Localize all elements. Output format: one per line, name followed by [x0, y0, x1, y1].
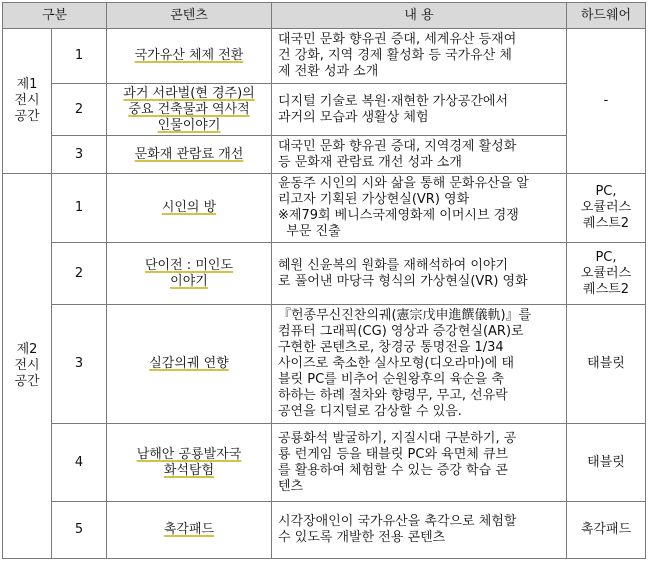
table-row — [3, 424, 646, 502]
header-contents: 콘텐츠 — [107, 3, 272, 29]
header-hardware: 하드웨어 — [567, 3, 646, 29]
content-title: 국가유산 체제 전환 — [107, 29, 272, 84]
header-category: 구분 — [3, 3, 107, 29]
hardware-cell: - — [567, 29, 646, 174]
row-number: 4 — [52, 424, 107, 502]
content-description: 대국민 문화 향유권 증대, 지역경제 활성화 등 문화재 관람료 개선 성과 소개 — [272, 136, 567, 174]
header-description: 내 용 — [272, 3, 567, 29]
table-row — [3, 305, 646, 424]
content-title: 남해안 공룡발자국 화석탐험 — [107, 424, 272, 502]
table-row — [3, 29, 646, 84]
section-label: 제1 전시 공간 — [3, 29, 52, 174]
content-title: 과거 서라벌(현 경주)의 중요 건축물과 역사적 인물이야기 — [107, 84, 272, 136]
section-label: 제2 전시 공간 — [3, 174, 52, 559]
content-title: 시인의 방 — [107, 174, 272, 243]
row-number: 5 — [52, 502, 107, 559]
content-title: 촉각패드 — [107, 502, 272, 559]
hardware-cell: PC, 오큘러스 퀘스트2 — [567, 174, 646, 243]
header-row — [3, 3, 646, 29]
table-row — [3, 84, 646, 136]
hardware-cell: 촉각패드 — [567, 502, 646, 559]
table-row — [3, 136, 646, 174]
row-number: 1 — [52, 174, 107, 243]
content-description: 윤동주 시인의 시와 삶을 통해 문화유산을 알 리고자 기획된 가상현실(VR) 영화 ※제79회 베니스국제영화제 이머시브 경쟁 부문 진출 — [272, 174, 567, 243]
content-description: 대국민 문화 향유권 증대, 세계유산 등재여 건 강화, 지역 경제 활성화 등 국가유산 체 제 전환 성과 소개 — [272, 29, 567, 84]
hardware-cell: 태블릿 — [567, 305, 646, 424]
content-description: 혜원 신윤복의 원화를 재해석하여 이야기 로 풀어낸 마당극 형식의 가상현실(VR) 영화 — [272, 243, 567, 305]
hardware-cell: 태블릿 — [567, 424, 646, 502]
content-description: 공룡화석 발굴하기, 지질시대 구분하기, 공 룡 런게임 등을 태블릿 PC와 육면체 큐브 를 활용하여 체험할 수 있는 증강 학습 콘 텐츠 — [272, 424, 567, 502]
table-row — [3, 243, 646, 305]
hardware-cell: PC, 오큘러스 퀘스트2 — [567, 243, 646, 305]
row-number: 2 — [52, 243, 107, 305]
content-title: 실감의궤 연향 — [107, 305, 272, 424]
table-row — [3, 502, 646, 559]
exhibit-table — [2, 2, 646, 559]
content-description: 시각장애인이 국가유산을 촉각으로 체험할 수 있도록 개발한 전용 콘텐츠 — [272, 502, 567, 559]
content-description: 디지털 기술로 복원·재현한 가상공간에서 과거의 모습과 생활상 체험 — [272, 84, 567, 136]
row-number: 1 — [52, 29, 107, 84]
content-title: 문화재 관람료 개선 — [107, 136, 272, 174]
content-title: 단이전 : 미인도 이야기 — [107, 243, 272, 305]
content-description: 『헌종무신진찬의궤(憲宗戊申進饌儀軌)』를 컴퓨터 그래픽(CG) 영상과 증강현실(AR)로 구현한 콘텐츠로, 창경궁 통명전을 1/34 사이즈로 축소한 실사모형(디오라마)에 태 블릿 PC를 비추어 순원왕후의 육순을 축 하하는 하례 절차와 향령무, 무고, 선유락 공연을 디지털로 감상할 수 있음. — [272, 305, 567, 424]
row-number: 3 — [52, 136, 107, 174]
row-number: 2 — [52, 84, 107, 136]
table-row — [3, 174, 646, 243]
row-number: 3 — [52, 305, 107, 424]
